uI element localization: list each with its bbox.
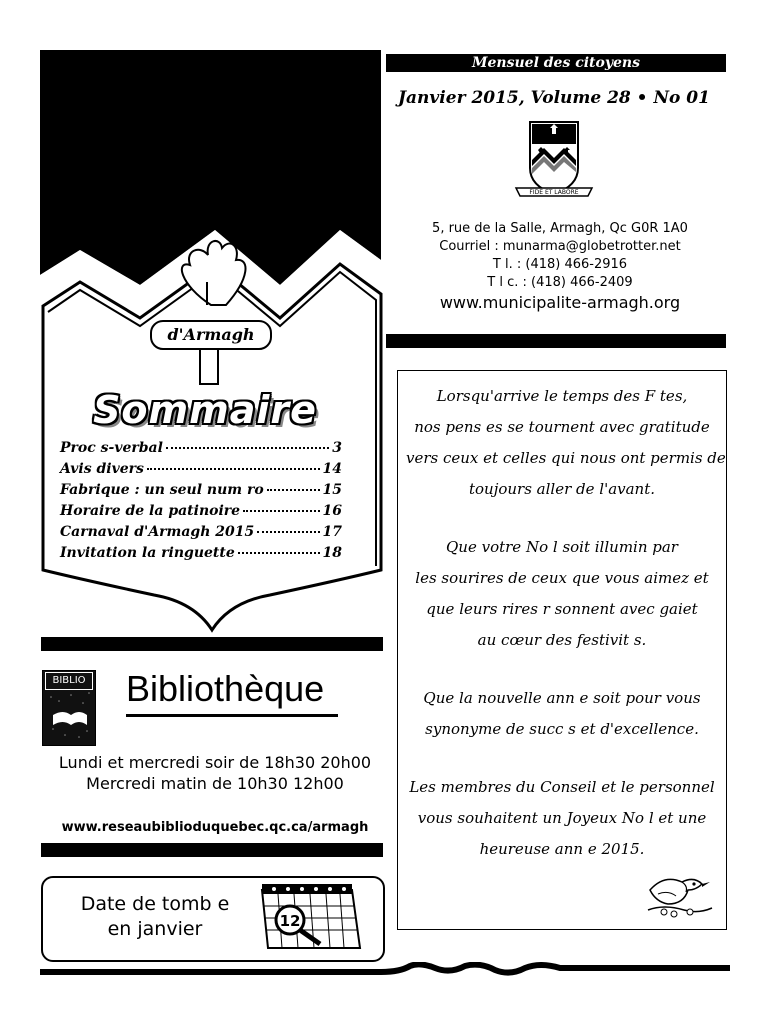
crest-motto: FIDE ET LABORE: [529, 189, 579, 196]
masthead-subtitle: d'Armagh: [150, 320, 272, 350]
message-paragraph: [398, 381, 726, 505]
message-line: vers ceux et celles qui nous ont permis de: [406, 449, 726, 467]
issue-info: Janvier 2015, Volume 28 • No 01: [398, 88, 710, 108]
calendar-icon: [258, 882, 364, 954]
message-line: vous souhaitent un Joyeux No l et une: [417, 809, 707, 827]
toc-item[interactable]: [60, 482, 342, 503]
fax: T l c. : (418) 466-2409: [487, 275, 633, 290]
toc-item-label: Avis divers: [60, 461, 144, 477]
message-line: toujours aller de l'avant.: [468, 480, 656, 498]
toc-leader: [166, 447, 329, 449]
toc-leader: [243, 510, 319, 512]
toc-item[interactable]: [60, 545, 342, 566]
message-paragraph: [398, 532, 726, 656]
message-line: heureuse ann e 2015.: [479, 840, 645, 858]
tagline: Mensuel des citoyens: [472, 55, 640, 71]
calendar-day: 12: [279, 912, 301, 930]
toc-leader: [257, 531, 319, 533]
toc-item-page: 14: [322, 461, 342, 477]
address: 5, rue de la Salle, Armagh, Qc G0R 1A0: [432, 221, 688, 236]
toc-leader: [147, 468, 320, 470]
title-underline: [126, 714, 338, 717]
deadline-line: en janvier: [107, 918, 203, 940]
message-line: Les membres du Conseil et le personnel: [409, 778, 715, 796]
toc-item-page: 15: [322, 482, 342, 498]
website-link[interactable]: www.municipalite-armagh.org: [439, 293, 681, 312]
contact-block: [400, 220, 720, 312]
email[interactable]: Courriel : munarma@globetrotter.net: [439, 239, 681, 254]
biblio-logo-text: BIBLIO: [45, 672, 93, 690]
sommaire-title: Sommaire: [93, 388, 317, 432]
toc-item-label: Fabrique : un seul num ro: [60, 482, 264, 498]
toc-item-page: 18: [322, 545, 342, 561]
toc-leader: [267, 489, 320, 491]
message-paragraph: [398, 683, 726, 745]
message-line: Que votre No l soit illumin par: [446, 538, 678, 556]
divider-bar: [41, 843, 383, 857]
toc-item-label: Carnaval d'Armagh 2015: [60, 524, 255, 540]
bibliotheque-title: Bibliothèque: [126, 668, 325, 709]
toc-item[interactable]: [60, 440, 342, 461]
message-line: synonyme de succ s et d'excellence.: [425, 720, 699, 738]
message-line: Que la nouvelle ann e soit pour vous: [423, 689, 701, 707]
toc-item[interactable]: [60, 524, 342, 545]
bibliotheque-link[interactable]: www.reseaubiblioduquebec.qc.ca/armagh: [61, 820, 369, 835]
bird-icon: [644, 860, 716, 920]
toc-leader: [238, 552, 320, 554]
message-paragraph: [398, 772, 726, 865]
toc-item[interactable]: [60, 503, 342, 524]
toc-item[interactable]: [60, 461, 342, 482]
masthead-title: Le Reflet: [44, 53, 353, 183]
toc-item-page: 17: [322, 524, 342, 540]
phone: T l. : (418) 466-2916: [492, 257, 628, 272]
toc-item-page: 3: [332, 440, 342, 456]
toc-item-label: Proc s-verbal: [60, 440, 163, 456]
toc-item-label: Invitation la ringuette: [60, 545, 235, 561]
footer-wave: [40, 962, 730, 980]
message-line: que leurs rires r sonnent avec gaiet: [426, 600, 698, 618]
deadline-line: Date de tomb e: [80, 893, 230, 915]
toc-item-label: Horaire de la patinoire: [60, 503, 241, 519]
toc-item-page: 16: [322, 503, 342, 519]
holiday-message: [397, 370, 727, 930]
table-of-contents: [60, 440, 342, 566]
message-line: nos pens es se tournent avec gratitude: [414, 418, 710, 436]
hours-line: Lundi et mercredi soir de 18h30 20h00: [58, 753, 372, 772]
hours-line: Mercredi matin de 10h30 12h00: [86, 774, 344, 793]
crest-icon: [508, 118, 598, 206]
divider-bar: [386, 334, 726, 348]
deadline-text: [60, 892, 250, 942]
message-line: les sourires de ceux que vous aimez et: [415, 569, 709, 587]
divider-bar: [41, 637, 383, 651]
message-line: au cœur des festivit s.: [477, 631, 647, 649]
message-line: Lorsqu'arrive le temps des F tes,: [436, 387, 688, 405]
bibliotheque-hours: [40, 752, 390, 794]
